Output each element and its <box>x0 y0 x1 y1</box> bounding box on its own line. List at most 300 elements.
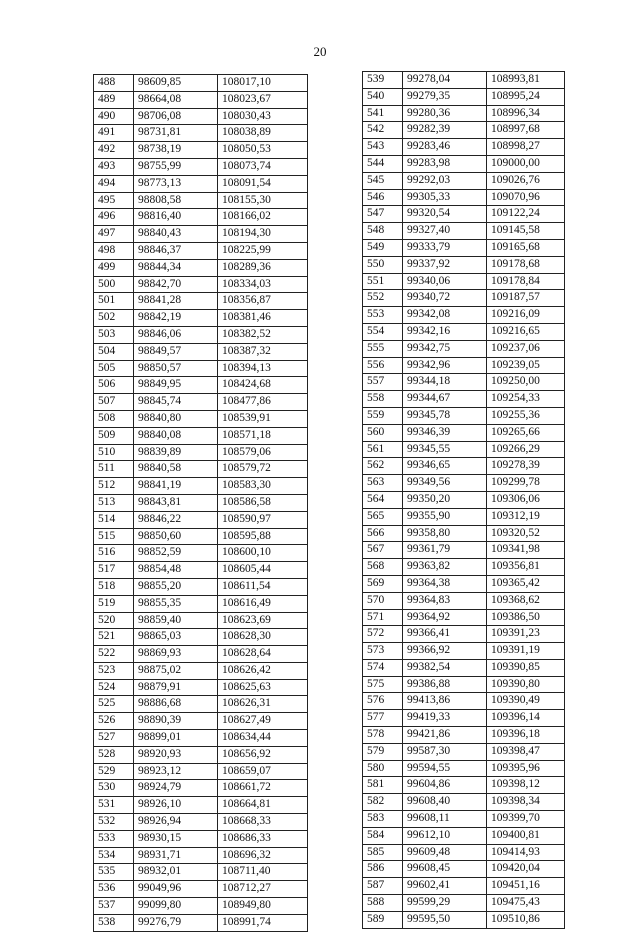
table-row <box>94 410 308 427</box>
x-coordinate-cell: 99342,16 <box>403 323 487 340</box>
y-coordinate-cell: 108225,99 <box>218 242 308 259</box>
y-coordinate-cell: 109400,81 <box>487 827 565 844</box>
table-row <box>94 310 308 327</box>
x-coordinate-cell: 99345,55 <box>403 441 487 458</box>
x-coordinate-cell: 99333,79 <box>403 239 487 256</box>
x-coordinate-cell: 98932,01 <box>134 864 218 881</box>
point-number-cell: 568 <box>363 559 403 576</box>
table-row <box>363 407 565 424</box>
point-number-cell: 589 <box>363 911 403 928</box>
x-coordinate-cell: 99276,79 <box>134 914 218 931</box>
x-coordinate-cell: 98841,19 <box>134 478 218 495</box>
x-coordinate-cell: 98842,70 <box>134 276 218 293</box>
table-row <box>363 626 565 643</box>
point-number-cell: 498 <box>94 242 134 259</box>
x-coordinate-cell: 99337,92 <box>403 256 487 273</box>
x-coordinate-cell: 99364,38 <box>403 575 487 592</box>
y-coordinate-cell: 108659,07 <box>218 763 308 780</box>
point-number-cell: 494 <box>94 175 134 192</box>
y-coordinate-cell: 109145,58 <box>487 223 565 240</box>
table-row <box>94 864 308 881</box>
x-coordinate-cell: 98930,15 <box>134 830 218 847</box>
point-number-cell: 534 <box>94 847 134 864</box>
table-row <box>94 192 308 209</box>
point-number-cell: 536 <box>94 881 134 898</box>
x-coordinate-cell: 99595,50 <box>403 911 487 928</box>
point-number-cell: 545 <box>363 172 403 189</box>
x-coordinate-cell: 99278,04 <box>403 72 487 89</box>
table-row <box>94 696 308 713</box>
point-number-cell: 533 <box>94 830 134 847</box>
x-coordinate-cell: 98920,93 <box>134 746 218 763</box>
point-number-cell: 577 <box>363 710 403 727</box>
point-number-cell: 490 <box>94 108 134 125</box>
y-coordinate-cell: 108356,87 <box>218 293 308 310</box>
y-coordinate-cell: 108626,42 <box>218 662 308 679</box>
point-number-cell: 559 <box>363 407 403 424</box>
y-coordinate-cell: 108038,89 <box>218 125 308 142</box>
x-coordinate-cell: 98731,81 <box>134 125 218 142</box>
x-coordinate-cell: 99612,10 <box>403 827 487 844</box>
point-number-cell: 508 <box>94 410 134 427</box>
x-coordinate-cell: 98869,93 <box>134 646 218 663</box>
y-coordinate-cell: 108996,34 <box>487 105 565 122</box>
y-coordinate-cell: 108091,54 <box>218 175 308 192</box>
point-number-cell: 579 <box>363 743 403 760</box>
y-coordinate-cell: 108579,72 <box>218 461 308 478</box>
y-coordinate-cell: 109178,84 <box>487 273 565 290</box>
y-coordinate-cell: 109070,96 <box>487 189 565 206</box>
x-coordinate-cell: 99350,20 <box>403 491 487 508</box>
y-coordinate-cell: 108611,54 <box>218 578 308 595</box>
x-coordinate-cell: 99283,98 <box>403 155 487 172</box>
x-coordinate-cell: 99344,67 <box>403 391 487 408</box>
x-coordinate-cell: 99363,82 <box>403 559 487 576</box>
point-number-cell: 569 <box>363 575 403 592</box>
table-row <box>94 478 308 495</box>
table-row <box>363 88 565 105</box>
x-coordinate-cell: 99283,46 <box>403 139 487 156</box>
y-coordinate-cell: 108616,49 <box>218 595 308 612</box>
y-coordinate-cell: 109451,16 <box>487 878 565 895</box>
table-row <box>94 276 308 293</box>
point-number-cell: 543 <box>363 139 403 156</box>
point-number-cell: 551 <box>363 273 403 290</box>
table-row <box>94 209 308 226</box>
table-row <box>363 794 565 811</box>
table-row <box>94 847 308 864</box>
y-coordinate-cell: 109254,33 <box>487 391 565 408</box>
table-row <box>363 72 565 89</box>
x-coordinate-cell: 98879,91 <box>134 679 218 696</box>
x-coordinate-cell: 99594,55 <box>403 760 487 777</box>
table-body-left <box>94 75 308 932</box>
x-coordinate-cell: 98664,08 <box>134 91 218 108</box>
y-coordinate-cell: 109000,00 <box>487 155 565 172</box>
y-coordinate-cell: 109237,06 <box>487 340 565 357</box>
x-coordinate-cell: 98850,57 <box>134 360 218 377</box>
table-row <box>363 475 565 492</box>
table-row <box>363 676 565 693</box>
x-coordinate-cell: 99419,33 <box>403 710 487 727</box>
y-coordinate-cell: 109414,93 <box>487 844 565 861</box>
table-row <box>94 814 308 831</box>
point-number-cell: 564 <box>363 491 403 508</box>
point-number-cell: 515 <box>94 528 134 545</box>
y-coordinate-cell: 108626,31 <box>218 696 308 713</box>
x-coordinate-cell: 98923,12 <box>134 763 218 780</box>
table-row <box>363 273 565 290</box>
x-coordinate-cell: 99342,75 <box>403 340 487 357</box>
x-coordinate-cell: 98850,60 <box>134 528 218 545</box>
x-coordinate-cell: 98849,57 <box>134 343 218 360</box>
y-coordinate-cell: 109265,66 <box>487 424 565 441</box>
point-number-cell: 553 <box>363 307 403 324</box>
y-coordinate-cell: 108155,30 <box>218 192 308 209</box>
point-number-cell: 548 <box>363 223 403 240</box>
table-row <box>94 545 308 562</box>
x-coordinate-cell: 98845,74 <box>134 394 218 411</box>
x-coordinate-cell: 98852,59 <box>134 545 218 562</box>
x-coordinate-cell: 99346,65 <box>403 458 487 475</box>
table-row <box>94 394 308 411</box>
table-row <box>94 158 308 175</box>
x-coordinate-cell: 98706,08 <box>134 108 218 125</box>
y-coordinate-cell: 109250,00 <box>487 374 565 391</box>
table-row <box>94 612 308 629</box>
point-number-cell: 504 <box>94 343 134 360</box>
point-number-cell: 518 <box>94 578 134 595</box>
point-number-cell: 582 <box>363 794 403 811</box>
x-coordinate-cell: 99349,56 <box>403 475 487 492</box>
table-row <box>363 189 565 206</box>
x-coordinate-cell: 99305,33 <box>403 189 487 206</box>
table-row <box>94 427 308 444</box>
y-coordinate-cell: 108166,02 <box>218 209 308 226</box>
y-coordinate-cell: 108583,30 <box>218 478 308 495</box>
point-number-cell: 497 <box>94 226 134 243</box>
y-coordinate-cell: 108625,63 <box>218 679 308 696</box>
x-coordinate-cell: 99364,83 <box>403 592 487 609</box>
point-number-cell: 554 <box>363 323 403 340</box>
table-row <box>363 592 565 609</box>
point-number-cell: 500 <box>94 276 134 293</box>
table-row <box>94 730 308 747</box>
x-coordinate-cell: 98859,40 <box>134 612 218 629</box>
point-number-cell: 549 <box>363 239 403 256</box>
table-row <box>363 239 565 256</box>
y-coordinate-cell: 108394,13 <box>218 360 308 377</box>
point-number-cell: 516 <box>94 545 134 562</box>
table-row <box>94 898 308 915</box>
point-number-cell: 556 <box>363 357 403 374</box>
point-number-cell: 528 <box>94 746 134 763</box>
page-number: 20 <box>313 44 327 59</box>
table-row <box>363 743 565 760</box>
table-row <box>94 511 308 528</box>
table-row <box>363 223 565 240</box>
x-coordinate-cell: 99344,18 <box>403 374 487 391</box>
point-number-cell: 540 <box>363 88 403 105</box>
x-coordinate-cell: 98849,95 <box>134 377 218 394</box>
x-coordinate-cell: 98808,58 <box>134 192 218 209</box>
table-row <box>363 105 565 122</box>
table-row <box>94 444 308 461</box>
point-number-cell: 558 <box>363 391 403 408</box>
table-body-right <box>363 72 565 929</box>
table-row <box>94 175 308 192</box>
table-row <box>94 797 308 814</box>
x-coordinate-cell: 98846,37 <box>134 242 218 259</box>
x-coordinate-cell: 99602,41 <box>403 878 487 895</box>
table-row <box>94 914 308 931</box>
point-number-cell: 532 <box>94 814 134 831</box>
point-number-cell: 587 <box>363 878 403 895</box>
x-coordinate-cell: 98855,35 <box>134 595 218 612</box>
y-coordinate-cell: 108628,30 <box>218 629 308 646</box>
y-coordinate-cell: 109341,98 <box>487 542 565 559</box>
y-coordinate-cell: 108539,91 <box>218 410 308 427</box>
y-coordinate-cell: 108382,52 <box>218 326 308 343</box>
y-coordinate-cell: 109396,14 <box>487 710 565 727</box>
x-coordinate-cell: 99342,96 <box>403 357 487 374</box>
x-coordinate-cell: 98816,40 <box>134 209 218 226</box>
table-row <box>363 458 565 475</box>
point-number-cell: 570 <box>363 592 403 609</box>
point-number-cell: 510 <box>94 444 134 461</box>
y-coordinate-cell: 108993,81 <box>487 72 565 89</box>
y-coordinate-cell: 109306,06 <box>487 491 565 508</box>
y-coordinate-cell: 109026,76 <box>487 172 565 189</box>
x-coordinate-cell: 98738,19 <box>134 142 218 159</box>
x-coordinate-cell: 99366,41 <box>403 626 487 643</box>
point-number-cell: 580 <box>363 760 403 777</box>
y-coordinate-cell: 108661,72 <box>218 780 308 797</box>
y-coordinate-cell: 109178,68 <box>487 256 565 273</box>
y-coordinate-cell: 109266,29 <box>487 441 565 458</box>
table-row <box>94 578 308 595</box>
x-coordinate-cell: 99361,79 <box>403 542 487 559</box>
y-coordinate-cell: 108586,58 <box>218 494 308 511</box>
y-coordinate-cell: 108997,68 <box>487 122 565 139</box>
y-coordinate-cell: 109187,57 <box>487 290 565 307</box>
y-coordinate-cell: 108590,97 <box>218 511 308 528</box>
table-row <box>363 827 565 844</box>
table-row <box>94 746 308 763</box>
y-coordinate-cell: 108664,81 <box>218 797 308 814</box>
table-row <box>363 340 565 357</box>
point-number-cell: 529 <box>94 763 134 780</box>
x-coordinate-cell: 99342,08 <box>403 307 487 324</box>
y-coordinate-cell: 109390,49 <box>487 693 565 710</box>
x-coordinate-cell: 98840,43 <box>134 226 218 243</box>
y-coordinate-cell: 109255,36 <box>487 407 565 424</box>
x-coordinate-cell: 99421,86 <box>403 727 487 744</box>
point-number-cell: 560 <box>363 424 403 441</box>
point-number-cell: 561 <box>363 441 403 458</box>
point-number-cell: 557 <box>363 374 403 391</box>
point-number-cell: 493 <box>94 158 134 175</box>
x-coordinate-cell: 99279,35 <box>403 88 487 105</box>
table-row <box>363 155 565 172</box>
point-number-cell: 563 <box>363 475 403 492</box>
y-coordinate-cell: 108023,67 <box>218 91 308 108</box>
table-row <box>363 878 565 895</box>
table-row <box>94 293 308 310</box>
y-coordinate-cell: 108949,80 <box>218 898 308 915</box>
table-row <box>94 242 308 259</box>
point-number-cell: 547 <box>363 206 403 223</box>
x-coordinate-cell: 98886,68 <box>134 696 218 713</box>
table-row <box>363 206 565 223</box>
table-row <box>94 562 308 579</box>
point-number-cell: 514 <box>94 511 134 528</box>
x-coordinate-cell: 98865,03 <box>134 629 218 646</box>
table-row <box>363 357 565 374</box>
point-number-cell: 517 <box>94 562 134 579</box>
x-coordinate-cell: 99320,54 <box>403 206 487 223</box>
table-row <box>94 91 308 108</box>
point-number-cell: 503 <box>94 326 134 343</box>
point-number-cell: 565 <box>363 508 403 525</box>
point-number-cell: 562 <box>363 458 403 475</box>
point-number-cell: 512 <box>94 478 134 495</box>
point-number-cell: 521 <box>94 629 134 646</box>
y-coordinate-cell: 109398,47 <box>487 743 565 760</box>
y-coordinate-cell: 109386,50 <box>487 609 565 626</box>
table-row <box>363 491 565 508</box>
point-number-cell: 526 <box>94 713 134 730</box>
point-number-cell: 586 <box>363 861 403 878</box>
x-coordinate-cell: 98926,94 <box>134 814 218 831</box>
point-number-cell: 519 <box>94 595 134 612</box>
table-row <box>94 259 308 276</box>
point-number-cell: 523 <box>94 662 134 679</box>
x-coordinate-cell: 99599,29 <box>403 895 487 912</box>
point-number-cell: 572 <box>363 626 403 643</box>
table-row <box>363 760 565 777</box>
point-number-cell: 488 <box>94 75 134 92</box>
y-coordinate-cell: 108628,64 <box>218 646 308 663</box>
point-number-cell: 574 <box>363 659 403 676</box>
table-row <box>363 659 565 676</box>
point-number-cell: 524 <box>94 679 134 696</box>
y-coordinate-cell: 109278,39 <box>487 458 565 475</box>
point-number-cell: 567 <box>363 542 403 559</box>
x-coordinate-cell: 99049,96 <box>134 881 218 898</box>
point-number-cell: 573 <box>363 643 403 660</box>
x-coordinate-cell: 99282,39 <box>403 122 487 139</box>
point-number-cell: 531 <box>94 797 134 814</box>
table-row <box>363 609 565 626</box>
y-coordinate-cell: 108030,43 <box>218 108 308 125</box>
x-coordinate-cell: 99364,92 <box>403 609 487 626</box>
point-number-cell: 499 <box>94 259 134 276</box>
table-row <box>94 679 308 696</box>
table-row <box>94 226 308 243</box>
y-coordinate-cell: 108668,33 <box>218 814 308 831</box>
point-number-cell: 585 <box>363 844 403 861</box>
point-number-cell: 501 <box>94 293 134 310</box>
y-coordinate-cell: 108623,69 <box>218 612 308 629</box>
x-coordinate-cell: 98854,48 <box>134 562 218 579</box>
x-coordinate-cell: 99327,40 <box>403 223 487 240</box>
y-coordinate-cell: 108579,06 <box>218 444 308 461</box>
table-row <box>363 861 565 878</box>
y-coordinate-cell: 109420,04 <box>487 861 565 878</box>
y-coordinate-cell: 108571,18 <box>218 427 308 444</box>
y-coordinate-cell: 109368,62 <box>487 592 565 609</box>
table-row <box>94 780 308 797</box>
y-coordinate-cell: 109398,12 <box>487 777 565 794</box>
table-row <box>363 424 565 441</box>
point-number-cell: 507 <box>94 394 134 411</box>
point-number-cell: 495 <box>94 192 134 209</box>
table-row <box>363 727 565 744</box>
point-number-cell: 581 <box>363 777 403 794</box>
x-coordinate-cell: 98855,20 <box>134 578 218 595</box>
y-coordinate-cell: 109312,19 <box>487 508 565 525</box>
x-coordinate-cell: 99608,45 <box>403 861 487 878</box>
point-number-cell: 538 <box>94 914 134 931</box>
coordinates-table-right <box>362 71 565 929</box>
point-number-cell: 552 <box>363 290 403 307</box>
coordinates-table-left <box>93 74 308 932</box>
point-number-cell: 541 <box>363 105 403 122</box>
y-coordinate-cell: 109399,70 <box>487 811 565 828</box>
x-coordinate-cell: 99099,80 <box>134 898 218 915</box>
point-number-cell: 550 <box>363 256 403 273</box>
table-row <box>94 326 308 343</box>
x-coordinate-cell: 98609,85 <box>134 75 218 92</box>
table-row <box>94 75 308 92</box>
table-row <box>94 528 308 545</box>
y-coordinate-cell: 108073,74 <box>218 158 308 175</box>
point-number-cell: 496 <box>94 209 134 226</box>
point-number-cell: 583 <box>363 811 403 828</box>
x-coordinate-cell: 98755,99 <box>134 158 218 175</box>
table-row <box>363 122 565 139</box>
y-coordinate-cell: 109396,18 <box>487 727 565 744</box>
x-coordinate-cell: 98931,71 <box>134 847 218 864</box>
y-coordinate-cell: 109398,34 <box>487 794 565 811</box>
point-number-cell: 491 <box>94 125 134 142</box>
table-row <box>94 595 308 612</box>
y-coordinate-cell: 108334,03 <box>218 276 308 293</box>
x-coordinate-cell: 99413,86 <box>403 693 487 710</box>
x-coordinate-cell: 98841,28 <box>134 293 218 310</box>
x-coordinate-cell: 99345,78 <box>403 407 487 424</box>
y-coordinate-cell: 108627,49 <box>218 713 308 730</box>
y-coordinate-cell: 109216,09 <box>487 307 565 324</box>
y-coordinate-cell: 108686,33 <box>218 830 308 847</box>
y-coordinate-cell: 109239,05 <box>487 357 565 374</box>
x-coordinate-cell: 98842,19 <box>134 310 218 327</box>
x-coordinate-cell: 98843,81 <box>134 494 218 511</box>
point-number-cell: 575 <box>363 676 403 693</box>
point-number-cell: 489 <box>94 91 134 108</box>
point-number-cell: 527 <box>94 730 134 747</box>
y-coordinate-cell: 108711,40 <box>218 864 308 881</box>
table-row <box>363 374 565 391</box>
x-coordinate-cell: 98773,13 <box>134 175 218 192</box>
point-number-cell: 511 <box>94 461 134 478</box>
table-row <box>363 643 565 660</box>
y-coordinate-cell: 108656,92 <box>218 746 308 763</box>
y-coordinate-cell: 108477,86 <box>218 394 308 411</box>
point-number-cell: 555 <box>363 340 403 357</box>
x-coordinate-cell: 99358,80 <box>403 525 487 542</box>
